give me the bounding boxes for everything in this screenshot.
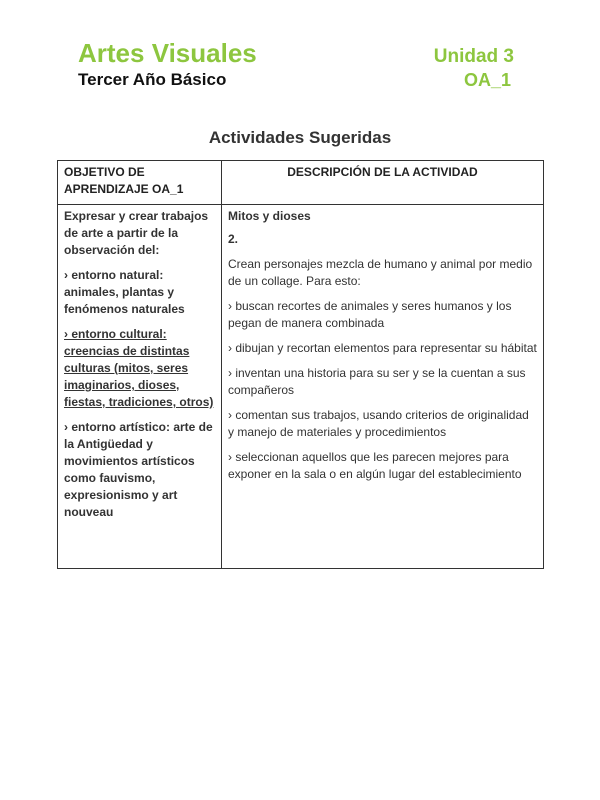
activity-step: › dibujan y recortan elementos para representar su hábitat [228, 341, 537, 355]
activity-intro: Crean personajes mezcla de humano y animal por medio de un collage. Para esto: [228, 257, 533, 288]
table-body-row [58, 205, 544, 569]
activity-number: 2. [228, 232, 239, 246]
header-objective-line2: APRENDIZAJE OA_1 [64, 182, 184, 196]
objective-artistic: › entorno artístico: arte de la Antigüedad y movimientos artísticos como fauvismo, expresionismo y art nouveau [64, 420, 213, 519]
objective-cell [58, 205, 222, 569]
table-header-row [58, 161, 544, 205]
grade-label: Tercer Año Básico [78, 70, 227, 89]
unit-label: Unidad 3 [433, 46, 514, 67]
activity-step: › seleccionan aquellos que les parecen mejores para exponer en la sala o en algún lugar del establecimiento [228, 450, 522, 481]
objective-natural: › entorno natural: animales, plantas y fenómenos naturales [64, 268, 185, 316]
activity-step: › comentan sus trabajos, usando criterios de originalidad y manejo de materiales y procedimientos [228, 408, 529, 439]
activity-step: › buscan recortes de animales y seres humanos y los pegan de manera combinada [228, 299, 512, 330]
objective-cultural: › entorno cultural: creencias de distintas culturas (mitos, seres imaginarios, dioses, fiestas, tradiciones, otros) [64, 327, 214, 409]
header-objective-line1: OBJETIVO DE [64, 165, 145, 179]
objective-intro: Expresar y crear trabajos de arte a partir de la observación del: [64, 209, 209, 257]
activity-cell [222, 205, 544, 569]
activity-title: Mitos y dioses [228, 209, 311, 223]
activities-table [57, 160, 544, 569]
activity-step: › inventan una historia para su ser y se la cuentan a sus compañeros [228, 366, 526, 397]
header-description-cell [222, 161, 544, 205]
header-description: DESCRIPCIÓN DE LA ACTIVIDAD [287, 165, 478, 179]
oa-label: OA_1 [463, 70, 511, 90]
header-objective-cell [58, 161, 222, 205]
section-title: Actividades Sugeridas [208, 128, 392, 147]
subject-title: Artes Visuales [78, 38, 257, 68]
